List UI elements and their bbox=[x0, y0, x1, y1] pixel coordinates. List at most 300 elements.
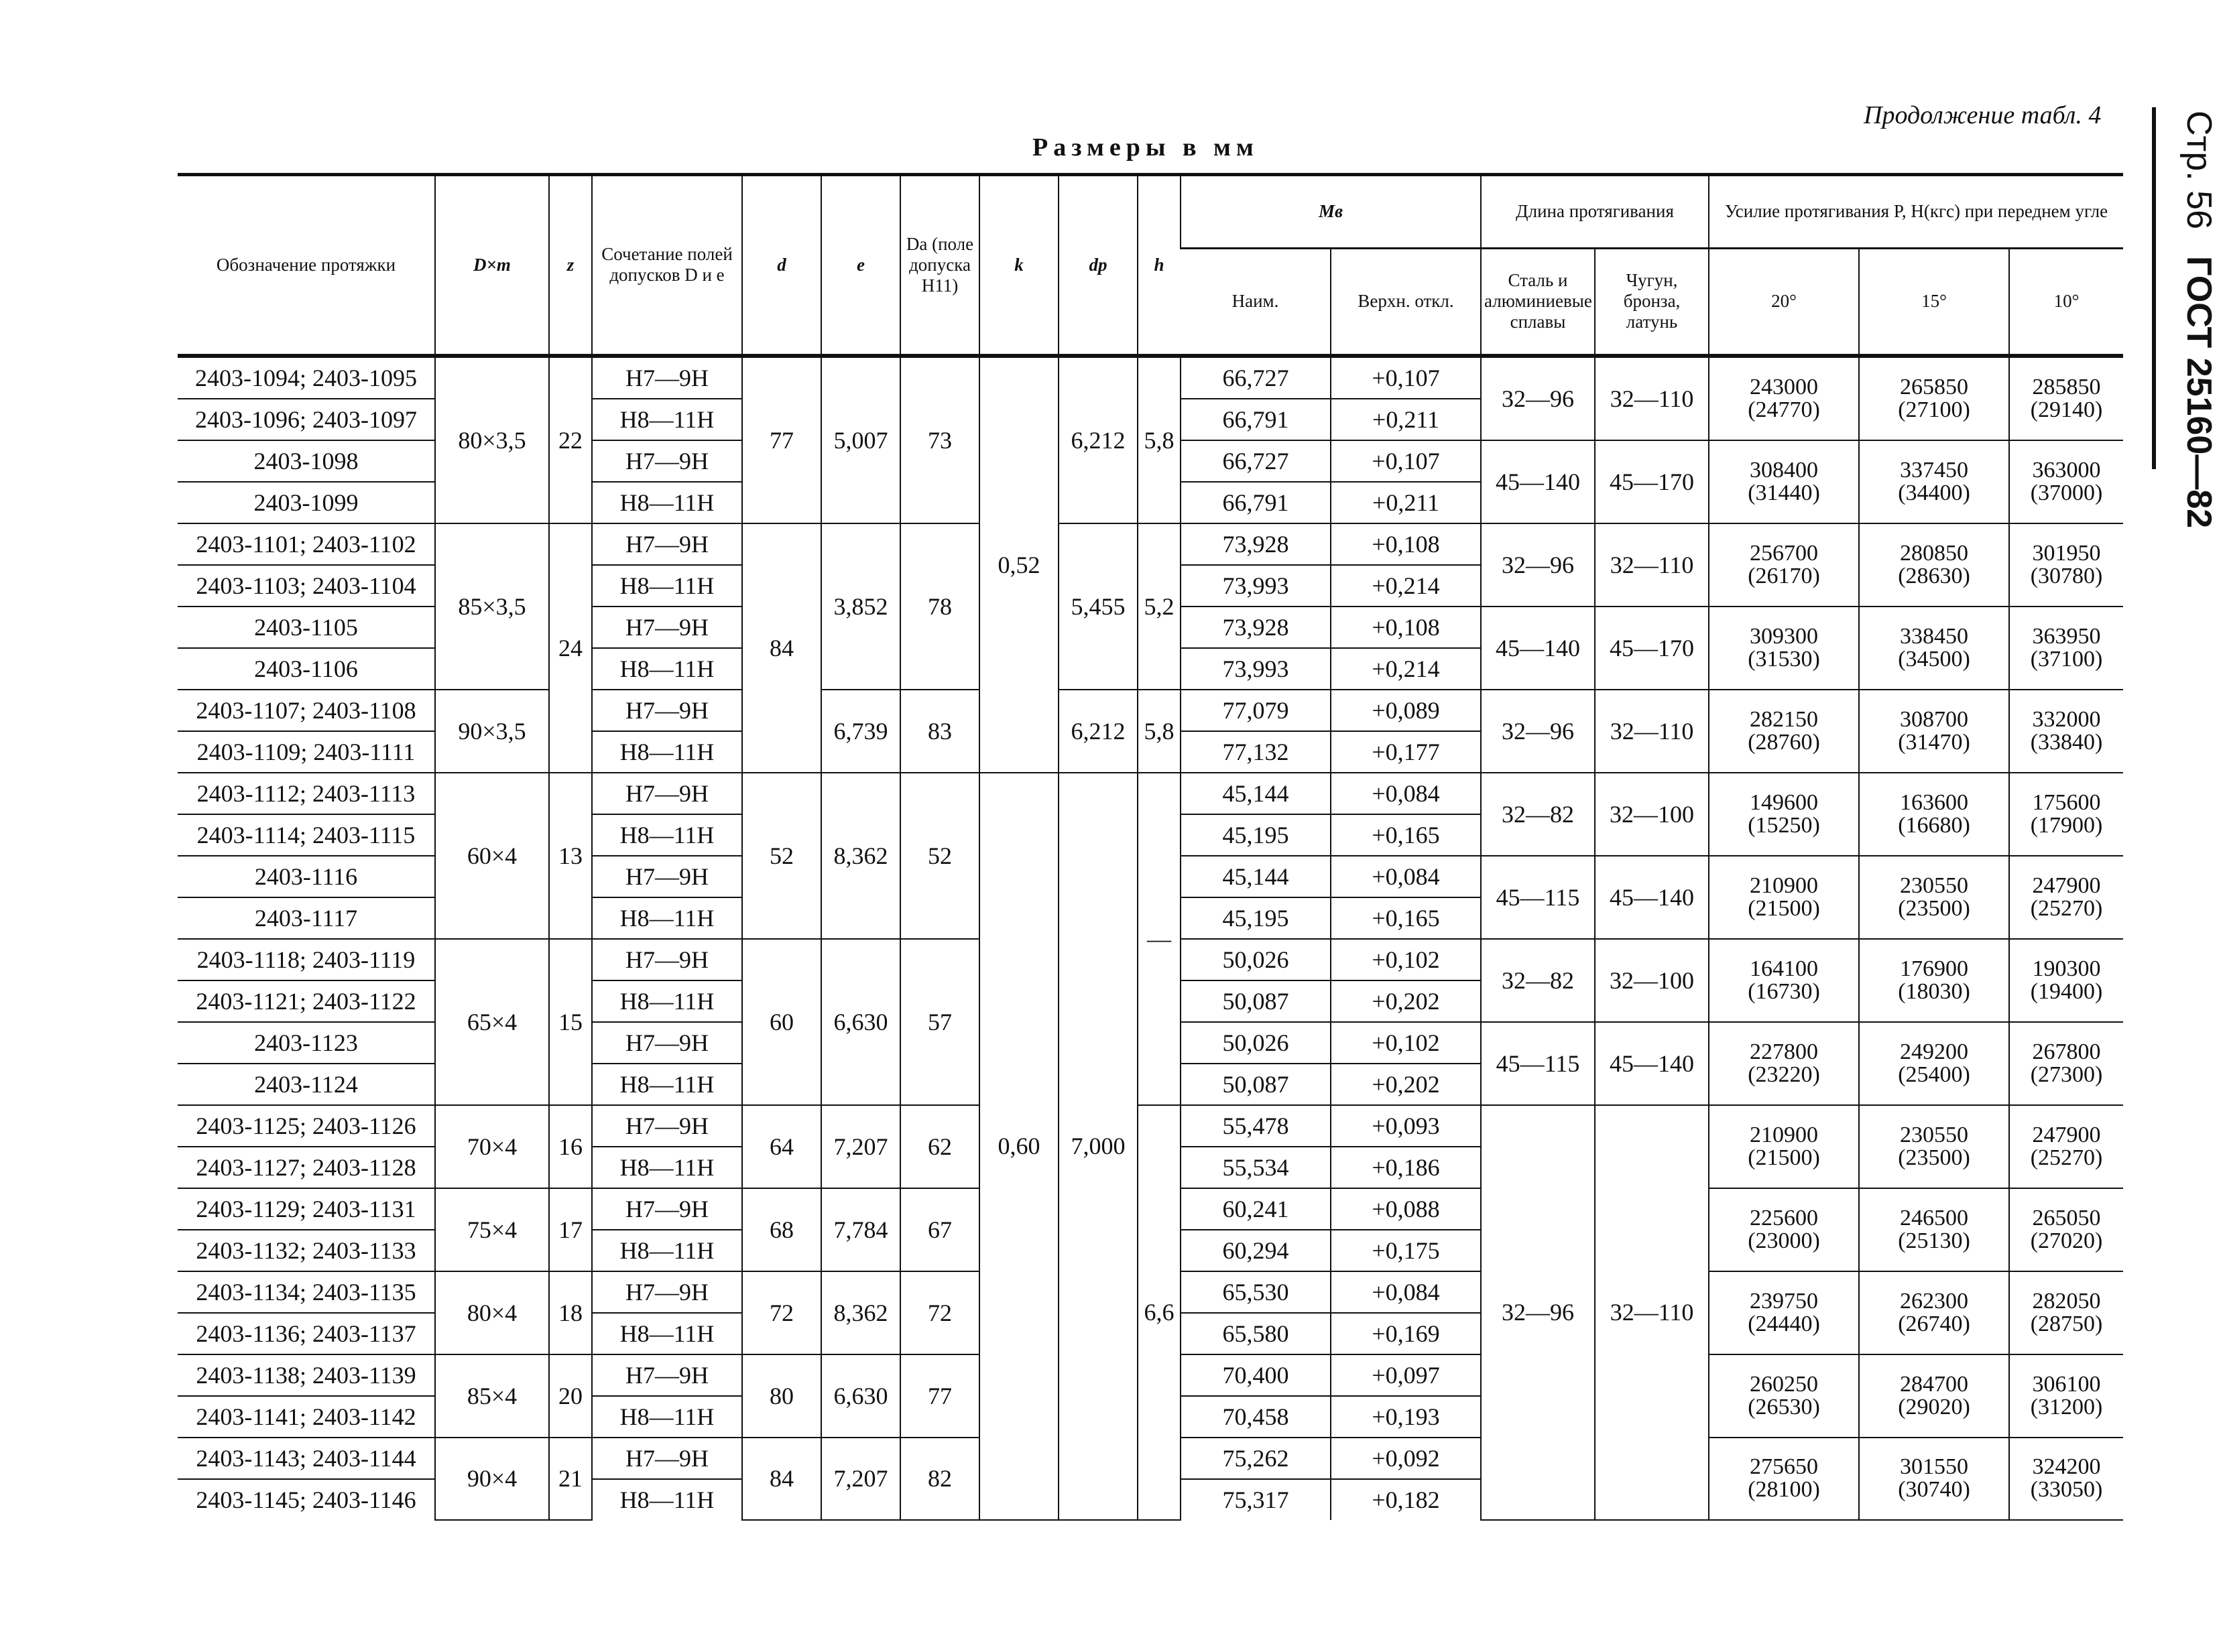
cell-comb: H7—9H bbox=[592, 1105, 742, 1147]
force-kgf: (28100) bbox=[1748, 1477, 1820, 1502]
force-kgf: (25130) bbox=[1898, 1228, 1970, 1253]
cell-f15 bbox=[1859, 690, 2009, 773]
cell-mv: 60,294 bbox=[1181, 1230, 1331, 1271]
force-newtons: 249200 bbox=[1900, 1039, 1969, 1064]
cell-comb: H7—9H bbox=[592, 356, 742, 399]
cell-d: 80 bbox=[742, 1354, 821, 1438]
cell-comb: H8—11H bbox=[592, 1396, 742, 1438]
force-kgf: (23500) bbox=[1898, 1145, 1970, 1170]
force-newtons: 190300 bbox=[2032, 956, 2101, 981]
cell-comb: H8—11H bbox=[592, 1147, 742, 1188]
cell-e: 6,630 bbox=[821, 1354, 900, 1438]
cell-comb: H7—9H bbox=[592, 1438, 742, 1479]
cell-comb: H7—9H bbox=[592, 1354, 742, 1396]
cell-name: 2403-1129; 2403-1131 bbox=[178, 1188, 435, 1230]
cell-da: 83 bbox=[900, 690, 979, 773]
cell-mv: 50,026 bbox=[1181, 1022, 1331, 1064]
force-newtons: 239750 bbox=[1750, 1288, 1819, 1314]
cell-f10 bbox=[2009, 856, 2123, 939]
force-newtons: 308400 bbox=[1750, 457, 1819, 483]
force-kgf: (26530) bbox=[1748, 1394, 1820, 1419]
force-newtons: 246500 bbox=[1900, 1205, 1969, 1230]
header-h: h bbox=[1138, 175, 1181, 356]
force-kgf: (27300) bbox=[2030, 1062, 2103, 1087]
cell-dev: +0,084 bbox=[1331, 773, 1481, 814]
cell-dev: +0,214 bbox=[1331, 565, 1481, 607]
cell-f10 bbox=[2009, 356, 2123, 440]
header-angle-10: 10° bbox=[2009, 249, 2123, 356]
cell-dev: +0,175 bbox=[1331, 1230, 1481, 1271]
cell-f15 bbox=[1859, 1438, 2009, 1520]
header-mv: Mв bbox=[1181, 175, 1481, 249]
cell-dxm: 85×4 bbox=[435, 1354, 549, 1438]
cell-mv: 73,928 bbox=[1181, 523, 1331, 565]
cell-f15 bbox=[1859, 1271, 2009, 1354]
cell-iron: 32—110 bbox=[1595, 690, 1709, 773]
cell-f15 bbox=[1859, 939, 2009, 1022]
cell-f15 bbox=[1859, 1354, 2009, 1438]
table-row bbox=[178, 523, 2123, 565]
cell-da: 57 bbox=[900, 939, 979, 1105]
force-newtons: 176900 bbox=[1900, 956, 1969, 981]
cell-name: 2403-1121; 2403-1122 bbox=[178, 980, 435, 1022]
cell-f15 bbox=[1859, 1022, 2009, 1105]
force-newtons: 280850 bbox=[1900, 540, 1969, 566]
cell-f15 bbox=[1859, 440, 2009, 523]
cell-mv: 73,993 bbox=[1181, 648, 1331, 690]
cell-dev: +0,165 bbox=[1331, 897, 1481, 939]
cell-z: 18 bbox=[549, 1271, 592, 1354]
cell-dxm: 80×3,5 bbox=[435, 356, 549, 523]
force-newtons: 175600 bbox=[2032, 789, 2101, 815]
cell-mv: 50,087 bbox=[1181, 1064, 1331, 1105]
cell-steel: 32—96 bbox=[1481, 690, 1595, 773]
cell-f15 bbox=[1859, 1105, 2009, 1188]
cell-f20 bbox=[1709, 1354, 1859, 1438]
cell-da: 77 bbox=[900, 1354, 979, 1438]
cell-mv: 65,530 bbox=[1181, 1271, 1331, 1313]
cell-steel: 32—82 bbox=[1481, 939, 1595, 1022]
cell-mv: 50,087 bbox=[1181, 980, 1331, 1022]
cell-dev: +0,084 bbox=[1331, 1271, 1481, 1313]
cell-steel: 45—115 bbox=[1481, 1022, 1595, 1105]
cell-f20 bbox=[1709, 773, 1859, 856]
force-newtons: 308700 bbox=[1900, 706, 1969, 732]
force-newtons: 337450 bbox=[1900, 457, 1969, 483]
cell-mv: 55,478 bbox=[1181, 1105, 1331, 1147]
cell-mv: 66,791 bbox=[1181, 399, 1331, 440]
force-newtons: 243000 bbox=[1750, 374, 1819, 399]
cell-dxm: 75×4 bbox=[435, 1188, 549, 1271]
cell-d: 60 bbox=[742, 939, 821, 1105]
cell-comb: H8—11H bbox=[592, 980, 742, 1022]
force-kgf: (24770) bbox=[1748, 397, 1820, 422]
force-newtons: 301950 bbox=[2032, 540, 2101, 566]
force-kgf: (27020) bbox=[2030, 1228, 2103, 1253]
cell-mv: 45,195 bbox=[1181, 897, 1331, 939]
header-angle-15: 15° bbox=[1859, 249, 2009, 356]
force-kgf: (15250) bbox=[1748, 812, 1820, 838]
cell-name: 2403-1094; 2403-1095 bbox=[178, 356, 435, 399]
table-row bbox=[178, 773, 2123, 814]
cell-mv: 45,144 bbox=[1181, 773, 1331, 814]
cell-comb: H8—11H bbox=[592, 897, 742, 939]
cell-mv: 66,727 bbox=[1181, 356, 1331, 399]
cell-name: 2403-1101; 2403-1102 bbox=[178, 523, 435, 565]
cell-comb: H8—11H bbox=[592, 1230, 742, 1271]
cell-mv: 55,534 bbox=[1181, 1147, 1331, 1188]
force-newtons: 260250 bbox=[1750, 1371, 1819, 1397]
cell-e: 7,207 bbox=[821, 1105, 900, 1188]
force-kgf: (23500) bbox=[1898, 895, 1970, 921]
force-newtons: 164100 bbox=[1750, 956, 1819, 981]
cell-f10 bbox=[2009, 1188, 2123, 1271]
cell-mv: 70,400 bbox=[1181, 1354, 1331, 1396]
cell-mv: 66,727 bbox=[1181, 440, 1331, 482]
force-kgf: (24440) bbox=[1748, 1311, 1820, 1336]
cell-f20 bbox=[1709, 607, 1859, 690]
cell-z: 13 bbox=[549, 773, 592, 939]
cell-dev: +0,193 bbox=[1331, 1396, 1481, 1438]
cell-dev: +0,107 bbox=[1331, 440, 1481, 482]
table-row bbox=[178, 356, 2123, 399]
force-newtons: 210900 bbox=[1750, 873, 1819, 898]
force-kgf: (28750) bbox=[2030, 1311, 2103, 1336]
force-newtons: 363000 bbox=[2032, 457, 2101, 483]
cell-dp: 6,212 bbox=[1059, 690, 1138, 773]
cell-steel: 45—140 bbox=[1481, 440, 1595, 523]
cell-f10 bbox=[2009, 939, 2123, 1022]
force-kgf: (31200) bbox=[2030, 1394, 2103, 1419]
force-newtons: 282150 bbox=[1750, 706, 1819, 732]
cell-f10 bbox=[2009, 523, 2123, 607]
cell-z: 22 bbox=[549, 356, 592, 523]
header-name: Обозначение протяжки bbox=[178, 175, 435, 356]
table-body bbox=[178, 356, 2123, 1520]
cell-comb: H7—9H bbox=[592, 856, 742, 897]
force-kgf: (26170) bbox=[1748, 563, 1820, 588]
cell-f20 bbox=[1709, 440, 1859, 523]
cell-da: 62 bbox=[900, 1105, 979, 1188]
force-newtons: 275650 bbox=[1750, 1454, 1819, 1479]
cell-comb: H7—9H bbox=[592, 523, 742, 565]
cell-h: 5,8 bbox=[1138, 356, 1181, 523]
header-length: Длина протягивания bbox=[1481, 175, 1709, 249]
cell-dxm: 80×4 bbox=[435, 1271, 549, 1354]
cell-f10 bbox=[2009, 607, 2123, 690]
force-newtons: 267800 bbox=[2032, 1039, 2101, 1064]
cell-dev: +0,108 bbox=[1331, 607, 1481, 648]
force-kgf: (28760) bbox=[1748, 729, 1820, 755]
cell-f20 bbox=[1709, 690, 1859, 773]
cell-d: 68 bbox=[742, 1188, 821, 1271]
force-kgf: (25270) bbox=[2030, 895, 2103, 921]
cell-f15 bbox=[1859, 773, 2009, 856]
cell-mv: 45,195 bbox=[1181, 814, 1331, 856]
cell-dev: +0,182 bbox=[1331, 1479, 1481, 1520]
cell-mv: 66,791 bbox=[1181, 482, 1331, 523]
cell-z: 15 bbox=[549, 939, 592, 1105]
cell-dev: +0,214 bbox=[1331, 648, 1481, 690]
cell-steel: 32—96 bbox=[1481, 356, 1595, 440]
force-kgf: (34500) bbox=[1898, 646, 1970, 672]
cell-mv: 73,928 bbox=[1181, 607, 1331, 648]
force-kgf: (23000) bbox=[1748, 1228, 1820, 1253]
force-kgf: (31440) bbox=[1748, 480, 1820, 505]
header-angle-20: 20° bbox=[1709, 249, 1859, 356]
cell-iron: 32—110 bbox=[1595, 356, 1709, 440]
force-newtons: 225600 bbox=[1750, 1205, 1819, 1230]
cell-f20 bbox=[1709, 939, 1859, 1022]
cell-h: 6,6 bbox=[1138, 1105, 1181, 1520]
cell-comb: H8—11H bbox=[592, 1064, 742, 1105]
cell-name: 2403-1099 bbox=[178, 482, 435, 523]
header-dxm: D×m bbox=[435, 175, 549, 356]
cell-name: 2403-1103; 2403-1104 bbox=[178, 565, 435, 607]
cell-mv: 75,262 bbox=[1181, 1438, 1331, 1479]
cell-name: 2403-1109; 2403-1111 bbox=[178, 731, 435, 773]
header-d: d bbox=[742, 175, 821, 356]
cell-e: 7,207 bbox=[821, 1438, 900, 1520]
cell-mv: 60,241 bbox=[1181, 1188, 1331, 1230]
force-newtons: 149600 bbox=[1750, 789, 1819, 815]
force-kgf: (37100) bbox=[2030, 646, 2103, 672]
force-newtons: 309300 bbox=[1750, 623, 1819, 649]
cell-f20 bbox=[1709, 1188, 1859, 1271]
force-kgf: (19400) bbox=[2030, 978, 2103, 1004]
cell-f20 bbox=[1709, 523, 1859, 607]
force-kgf: (18030) bbox=[1898, 978, 1970, 1004]
force-kgf: (25400) bbox=[1898, 1062, 1970, 1087]
cell-name: 2403-1124 bbox=[178, 1064, 435, 1105]
cell-steel: 32—82 bbox=[1481, 773, 1595, 856]
cell-comb: H8—11H bbox=[592, 565, 742, 607]
cell-name: 2403-1134; 2403-1135 bbox=[178, 1271, 435, 1313]
cell-name: 2403-1143; 2403-1144 bbox=[178, 1438, 435, 1479]
force-newtons: 301550 bbox=[1900, 1454, 1969, 1479]
standard-number: ГОСТ 25160—82 bbox=[2179, 256, 2218, 529]
cell-f10 bbox=[2009, 1438, 2123, 1520]
force-kgf: (21500) bbox=[1748, 1145, 1820, 1170]
cell-f10 bbox=[2009, 1022, 2123, 1105]
cell-da: 78 bbox=[900, 523, 979, 690]
cell-name: 2403-1125; 2403-1126 bbox=[178, 1105, 435, 1147]
cell-e: 6,739 bbox=[821, 690, 900, 773]
cell-name: 2403-1114; 2403-1115 bbox=[178, 814, 435, 856]
cell-iron: 32—100 bbox=[1595, 939, 1709, 1022]
force-newtons: 230550 bbox=[1900, 1122, 1969, 1147]
cell-f10 bbox=[2009, 1271, 2123, 1354]
cell-z: 24 bbox=[549, 523, 592, 773]
broach-dimensions-table bbox=[178, 173, 2123, 1521]
cell-comb: H8—11H bbox=[592, 482, 742, 523]
force-newtons: 262300 bbox=[1900, 1288, 1969, 1314]
cell-dev: +0,092 bbox=[1331, 1438, 1481, 1479]
cell-e: 8,362 bbox=[821, 1271, 900, 1354]
cell-f15 bbox=[1859, 607, 2009, 690]
force-kgf: (31470) bbox=[1898, 729, 1970, 755]
force-kgf: (27100) bbox=[1898, 397, 1970, 422]
force-newtons: 163600 bbox=[1900, 789, 1969, 815]
units-title: Размеры в мм bbox=[1032, 133, 1259, 162]
cell-e: 8,362 bbox=[821, 773, 900, 939]
force-newtons: 324200 bbox=[2032, 1454, 2101, 1479]
cell-iron: 45—140 bbox=[1595, 856, 1709, 939]
cell-dxm: 90×4 bbox=[435, 1438, 549, 1520]
cell-name: 2403-1096; 2403-1097 bbox=[178, 399, 435, 440]
cell-dev: +0,177 bbox=[1331, 731, 1481, 773]
force-kgf: (17900) bbox=[2030, 812, 2103, 838]
cell-dxm: 70×4 bbox=[435, 1105, 549, 1188]
cell-name: 2403-1117 bbox=[178, 897, 435, 939]
cell-z: 20 bbox=[549, 1354, 592, 1438]
cell-f10 bbox=[2009, 1105, 2123, 1188]
table-row bbox=[178, 690, 2123, 731]
force-newtons: 306100 bbox=[2032, 1371, 2101, 1397]
force-kgf: (37000) bbox=[2030, 480, 2103, 505]
force-newtons: 285850 bbox=[2032, 374, 2101, 399]
cell-steel: 45—115 bbox=[1481, 856, 1595, 939]
cell-f20 bbox=[1709, 856, 1859, 939]
cell-dev: +0,088 bbox=[1331, 1188, 1481, 1230]
cell-iron: 32—110 bbox=[1595, 523, 1709, 607]
cell-h: — bbox=[1138, 773, 1181, 1105]
cell-comb: H8—11H bbox=[592, 1479, 742, 1520]
force-newtons: 230550 bbox=[1900, 873, 1969, 898]
cell-name: 2403-1118; 2403-1119 bbox=[178, 939, 435, 980]
cell-d: 72 bbox=[742, 1271, 821, 1354]
header-force: Усилие протягивания P, Н(кгс) при переднем угле bbox=[1709, 175, 2123, 249]
cell-d: 64 bbox=[742, 1105, 821, 1188]
force-newtons: 227800 bbox=[1750, 1039, 1819, 1064]
cell-comb: H8—11H bbox=[592, 731, 742, 773]
cell-iron: 32—100 bbox=[1595, 773, 1709, 856]
cell-dev: +0,093 bbox=[1331, 1105, 1481, 1147]
cell-dev: +0,202 bbox=[1331, 1064, 1481, 1105]
force-kgf: (34400) bbox=[1898, 480, 1970, 505]
side-rule bbox=[2152, 107, 2156, 469]
cell-comb: H8—11H bbox=[592, 1313, 742, 1354]
cell-name: 2403-1136; 2403-1137 bbox=[178, 1313, 435, 1354]
header-z: z bbox=[549, 175, 592, 356]
force-newtons: 210900 bbox=[1750, 1122, 1819, 1147]
page-header-vertical bbox=[2179, 111, 2219, 528]
cell-name: 2403-1105 bbox=[178, 607, 435, 648]
cell-k: 0,52 bbox=[979, 356, 1059, 773]
cell-dev: +0,202 bbox=[1331, 980, 1481, 1022]
cell-mv: 77,132 bbox=[1181, 731, 1331, 773]
cell-comb: H8—11H bbox=[592, 814, 742, 856]
header-k: k bbox=[979, 175, 1059, 356]
cell-f15 bbox=[1859, 356, 2009, 440]
force-kgf: (29020) bbox=[1898, 1394, 1970, 1419]
cell-dev: +0,186 bbox=[1331, 1147, 1481, 1188]
cell-mv: 70,458 bbox=[1181, 1396, 1331, 1438]
cell-comb: H8—11H bbox=[592, 399, 742, 440]
cell-d: 52 bbox=[742, 773, 821, 939]
cell-dev: +0,107 bbox=[1331, 356, 1481, 399]
cell-name: 2403-1123 bbox=[178, 1022, 435, 1064]
cell-iron: 45—170 bbox=[1595, 440, 1709, 523]
force-kgf: (21500) bbox=[1748, 895, 1820, 921]
cell-dev: +0,089 bbox=[1331, 690, 1481, 731]
force-kgf: (28630) bbox=[1898, 563, 1970, 588]
cell-name: 2403-1138; 2403-1139 bbox=[178, 1354, 435, 1396]
cell-comb: H7—9H bbox=[592, 773, 742, 814]
header-length-iron: Чугун, бронза, латунь bbox=[1595, 249, 1709, 356]
cell-mv: 65,580 bbox=[1181, 1313, 1331, 1354]
cell-da: 82 bbox=[900, 1438, 979, 1520]
cell-dxm: 65×4 bbox=[435, 939, 549, 1105]
cell-name: 2403-1141; 2403-1142 bbox=[178, 1396, 435, 1438]
cell-steel: 45—140 bbox=[1481, 607, 1595, 690]
cell-mv: 50,026 bbox=[1181, 939, 1331, 980]
force-newtons: 338450 bbox=[1900, 623, 1969, 649]
cell-comb: H7—9H bbox=[592, 939, 742, 980]
cell-e: 6,630 bbox=[821, 939, 900, 1105]
force-newtons: 363950 bbox=[2032, 623, 2101, 649]
cell-da: 52 bbox=[900, 773, 979, 939]
force-kgf: (25270) bbox=[2030, 1145, 2103, 1170]
force-kgf: (30740) bbox=[1898, 1477, 1970, 1502]
force-kgf: (16730) bbox=[1748, 978, 1820, 1004]
force-kgf: (26740) bbox=[1898, 1311, 1970, 1336]
cell-dp: 5,455 bbox=[1059, 523, 1138, 690]
cell-d: 84 bbox=[742, 523, 821, 773]
cell-f10 bbox=[2009, 773, 2123, 856]
cell-z: 17 bbox=[549, 1188, 592, 1271]
force-newtons: 284700 bbox=[1900, 1371, 1969, 1397]
cell-name: 2403-1127; 2403-1128 bbox=[178, 1147, 435, 1188]
table-row bbox=[178, 1105, 2123, 1147]
cell-steel: 32—96 bbox=[1481, 1105, 1595, 1520]
force-kgf: (29140) bbox=[2030, 397, 2103, 422]
cell-f10 bbox=[2009, 690, 2123, 773]
force-newtons: 265050 bbox=[2032, 1205, 2101, 1230]
cell-f20 bbox=[1709, 1271, 1859, 1354]
force-newtons: 247900 bbox=[2032, 873, 2101, 898]
cell-f20 bbox=[1709, 1022, 1859, 1105]
cell-f20 bbox=[1709, 356, 1859, 440]
cell-dxm: 85×3,5 bbox=[435, 523, 549, 690]
cell-dp: 6,212 bbox=[1059, 356, 1138, 523]
cell-iron: 45—140 bbox=[1595, 1022, 1709, 1105]
cell-d: 77 bbox=[742, 356, 821, 523]
cell-dev: +0,211 bbox=[1331, 399, 1481, 440]
force-kgf: (33050) bbox=[2030, 1477, 2103, 1502]
cell-name: 2403-1132; 2403-1133 bbox=[178, 1230, 435, 1271]
cell-f20 bbox=[1709, 1438, 1859, 1520]
cell-h: 5,2 bbox=[1138, 523, 1181, 690]
cell-comb: H7—9H bbox=[592, 607, 742, 648]
cell-da: 67 bbox=[900, 1188, 979, 1271]
cell-dev: +0,165 bbox=[1331, 814, 1481, 856]
cell-comb: H7—9H bbox=[592, 1188, 742, 1230]
cell-name: 2403-1112; 2403-1113 bbox=[178, 773, 435, 814]
cell-e: 7,784 bbox=[821, 1188, 900, 1271]
header-da: Da (поле допуска H11) bbox=[900, 175, 979, 356]
cell-dxm: 60×4 bbox=[435, 773, 549, 939]
cell-dev: +0,108 bbox=[1331, 523, 1481, 565]
cell-e: 5,007 bbox=[821, 356, 900, 523]
cell-name: 2403-1107; 2403-1108 bbox=[178, 690, 435, 731]
cell-iron: 45—170 bbox=[1595, 607, 1709, 690]
cell-f10 bbox=[2009, 440, 2123, 523]
force-kgf: (16680) bbox=[1898, 812, 1970, 838]
force-newtons: 265850 bbox=[1900, 374, 1969, 399]
cell-comb: H7—9H bbox=[592, 1022, 742, 1064]
cell-comb: H7—9H bbox=[592, 690, 742, 731]
